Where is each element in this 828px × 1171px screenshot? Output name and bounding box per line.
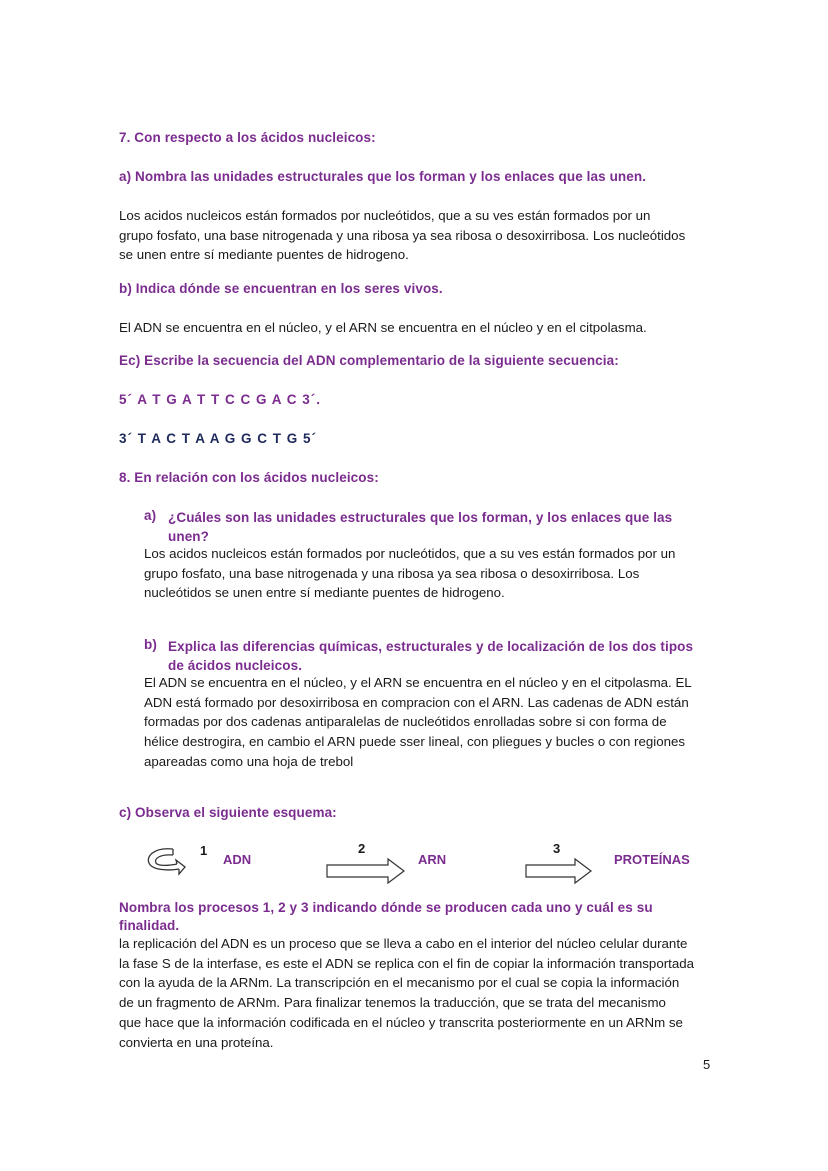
process-number-3: 3 [553, 841, 561, 856]
answer-line: la fase S de la interfase, es este el ADN se replica con el fin de copiar la información transportada [119, 955, 695, 971]
q8-b-title [168, 637, 693, 675]
process-number-2: 2 [358, 841, 366, 856]
q7-a-title: a) Nombra las unidades estructurales que los forman y los enlaces que las unen. [119, 169, 647, 184]
answer-line: de un fragmento de ARNm. Para finalizar tenemos la traducción, que se trata del mecanismo [119, 995, 666, 1011]
answer-line: con la ayuda de la ARNm. La transcripción en el mecanismo por el cual se copia la información [119, 975, 680, 991]
answer-line: convierta en una proteína. [119, 1034, 274, 1050]
q7-b-answer: El ADN se encuentra en el núcleo, y el ARN se encuentra en el núcleo y en el citpolasma. [119, 320, 647, 335]
question-line: Nombra los procesos 1, 2 y 3 indicando dónde se producen cada uno y cuál es su [119, 900, 653, 915]
answer-line: El ADN se encuentra en el núcleo, y el ARN se encuentra en el núcleo y en el citpolasma. EL [144, 675, 692, 690]
q8-a-answer [144, 544, 724, 603]
q7-title: 7. Con respecto a los ácidos nucleicos: [119, 130, 376, 145]
answer-line: Los acidos nucleicos están formados por nucleótidos, que a su ves están formados por un [144, 546, 676, 561]
scheme-label-adn: ADN [223, 852, 252, 867]
process-number-1: 1 [200, 843, 208, 858]
answer-line: la replicación del ADN es un proceso que se lleva a cabo en el interior del núcleo celular durante [119, 936, 688, 951]
scheme-label-arn: ARN [418, 852, 447, 867]
answer-line: hélice destrogira, en cambio el ARN puede sser lineal, con pliegues y bucles o con regiones [144, 734, 686, 750]
right-arrow-icon [525, 857, 593, 885]
q8-a-marker: a) [144, 508, 157, 523]
answer-line: ADN está formado por desoxirribosa en compracion con el ARN. Las cadenas de ADN están [144, 694, 689, 710]
circular-arrow-icon [143, 843, 189, 879]
q8-c-question [119, 899, 653, 935]
answer-line: grupo fosfato, una base nitrogenada y una ribosa ya sea ribosa o desoxirribosa. Los [144, 565, 640, 581]
q8-title: 8. En relación con los ácidos nucleicos: [119, 470, 379, 485]
answer-line: se unen entre sí mediante puentes de hidrogeno. [119, 247, 409, 263]
q7-b-title: b) Indica dónde se encuentran en los seres vivos. [119, 281, 443, 296]
q8-a-title [168, 508, 672, 546]
question-line: Explica las diferencias químicas, estructurales y de localización de los dos tipos [168, 639, 694, 654]
q8-b-marker: b) [144, 637, 157, 652]
q8-c-title: c) Observa el siguiente esquema: [119, 805, 337, 820]
right-arrow-icon [326, 857, 406, 885]
question-line: finalidad. [119, 918, 180, 933]
answer-line: Los acidos nucleicos están formados por nucleótidos, que a su ves están formados por un [119, 208, 651, 223]
sequence-answer: 3´ T A C T A A G G C T G 5´ [119, 431, 317, 446]
question-line: ¿Cuáles son las unidades estructurales que los forman, y los enlaces que las [168, 510, 673, 525]
scheme-label-proteinas: PROTEÍNAS [614, 852, 690, 867]
scheme-diagram [0, 835, 828, 890]
answer-line: grupo fosfato, una base nitrogenada y una ribosa ya sea ribosa o desoxirribosa. Los nucleótidos [119, 227, 686, 243]
q8-c-answer [119, 934, 710, 1052]
answer-line: formadas por dos cadenas antiparalelas de nucleótidos enrolladas sobre si con forma de [144, 714, 667, 730]
question-line: unen? [168, 529, 209, 544]
answer-line: nucleótidos se unen entre sí mediante puentes de hidrogeno. [144, 585, 505, 601]
page-number: 5 [703, 1057, 711, 1072]
question-line: de ácidos nucleicos. [168, 658, 303, 673]
q7-c-title: Ec) Escribe la secuencia del ADN complementario de la siguiente secuencia: [119, 353, 619, 368]
q8-b-answer [144, 673, 724, 772]
answer-line: apareadas como una hoja de trebol [144, 753, 354, 769]
answer-line: que hace que la información codificada en el núcleo y transcrita posteriormente en un ARNm se [119, 1014, 683, 1030]
sequence-given: 5´ A T G A T T C C G A C 3´. [119, 392, 321, 407]
q7-a-answer [119, 206, 719, 265]
